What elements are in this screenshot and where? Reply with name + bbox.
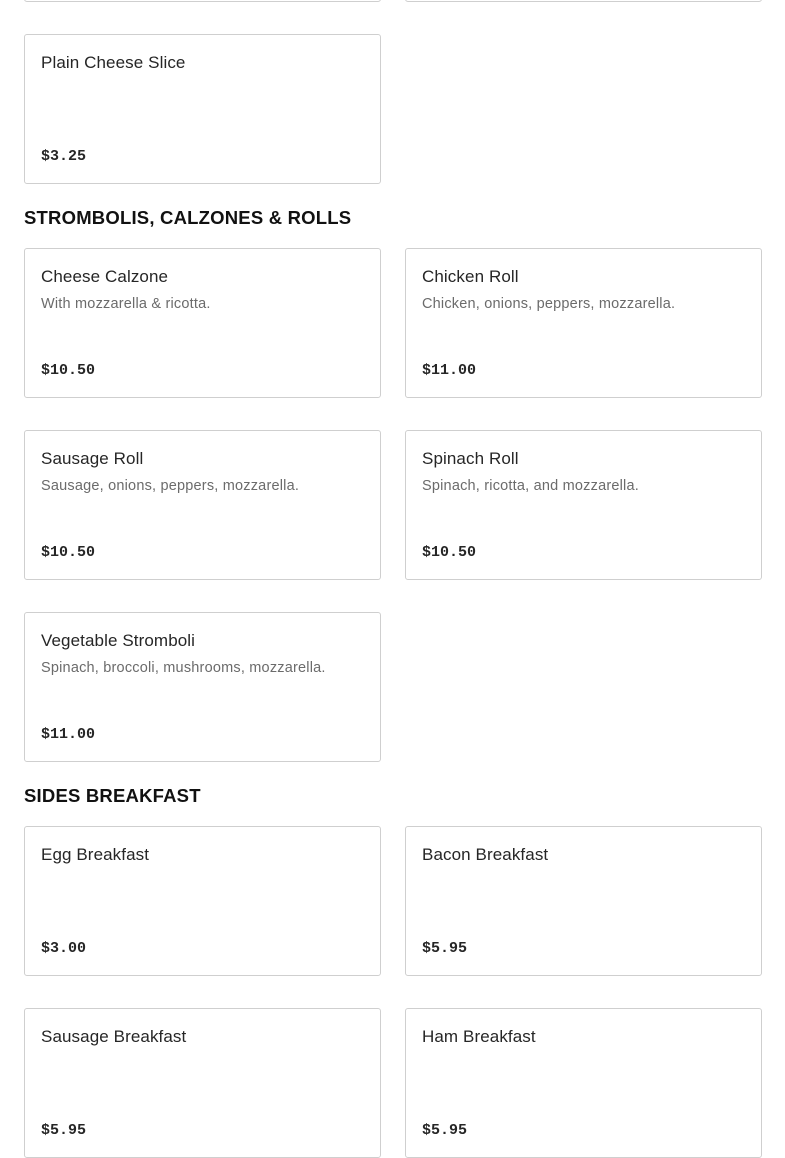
menu-item-card[interactable] <box>405 248 762 398</box>
menu-item-price: $11.00 <box>41 726 96 743</box>
menu-item-card[interactable] <box>24 0 381 2</box>
menu-item-card[interactable] <box>24 826 381 976</box>
menu-item-card[interactable] <box>405 1008 762 1158</box>
menu-item-description: Sausage, onions, peppers, mozzarella. <box>41 478 300 494</box>
menu-item-name: Spinach Roll <box>422 449 519 468</box>
menu-item-card[interactable] <box>24 612 381 762</box>
menu-item-name: Egg Breakfast <box>41 845 150 864</box>
menu-item-name: Plain Cheese Slice <box>41 53 186 72</box>
menu-item-card[interactable] <box>405 430 762 580</box>
menu-item-price: $3.25 <box>41 148 87 165</box>
menu-item-name: Ham Breakfast <box>422 1027 536 1046</box>
menu-item-price: $11.00 <box>422 362 477 379</box>
menu-item-card[interactable] <box>24 248 381 398</box>
menu-item-description: Chicken, onions, peppers, mozzarella. <box>422 296 676 312</box>
menu-item-card[interactable] <box>24 34 381 184</box>
menu-item-description: Spinach, broccoli, mushrooms, mozzarella. <box>41 660 326 676</box>
menu-item-price: $5.95 <box>422 1122 468 1139</box>
menu-item-card[interactable] <box>405 826 762 976</box>
menu-item-description: Spinach, ricotta, and mozzarella. <box>422 478 639 494</box>
section-title: SIDES BREAKFAST <box>24 785 201 806</box>
menu-item-description: With mozzarella & ricotta. <box>41 296 211 312</box>
menu-item-price: $5.95 <box>41 1122 87 1139</box>
menu-item-price: $5.95 <box>422 940 468 957</box>
menu-item-name: Sausage Roll <box>41 449 144 468</box>
menu-item-card[interactable] <box>24 430 381 580</box>
menu-item-card[interactable] <box>24 1008 381 1158</box>
menu-item-name: Cheese Calzone <box>41 267 169 286</box>
menu-item-price: $10.50 <box>41 362 96 379</box>
menu-item-name: Bacon Breakfast <box>422 845 549 864</box>
menu-item-card[interactable] <box>405 0 762 2</box>
section-title: STROMBOLIS, CALZONES & ROLLS <box>24 207 352 228</box>
menu-item-name: Chicken Roll <box>422 267 519 286</box>
menu-item-price: $3.00 <box>41 940 87 957</box>
menu-item-price: $10.50 <box>41 544 96 561</box>
menu-item-price: $10.50 <box>422 544 477 561</box>
menu-item-name: Sausage Breakfast <box>41 1027 187 1046</box>
menu-item-name: Vegetable Stromboli <box>41 631 196 650</box>
